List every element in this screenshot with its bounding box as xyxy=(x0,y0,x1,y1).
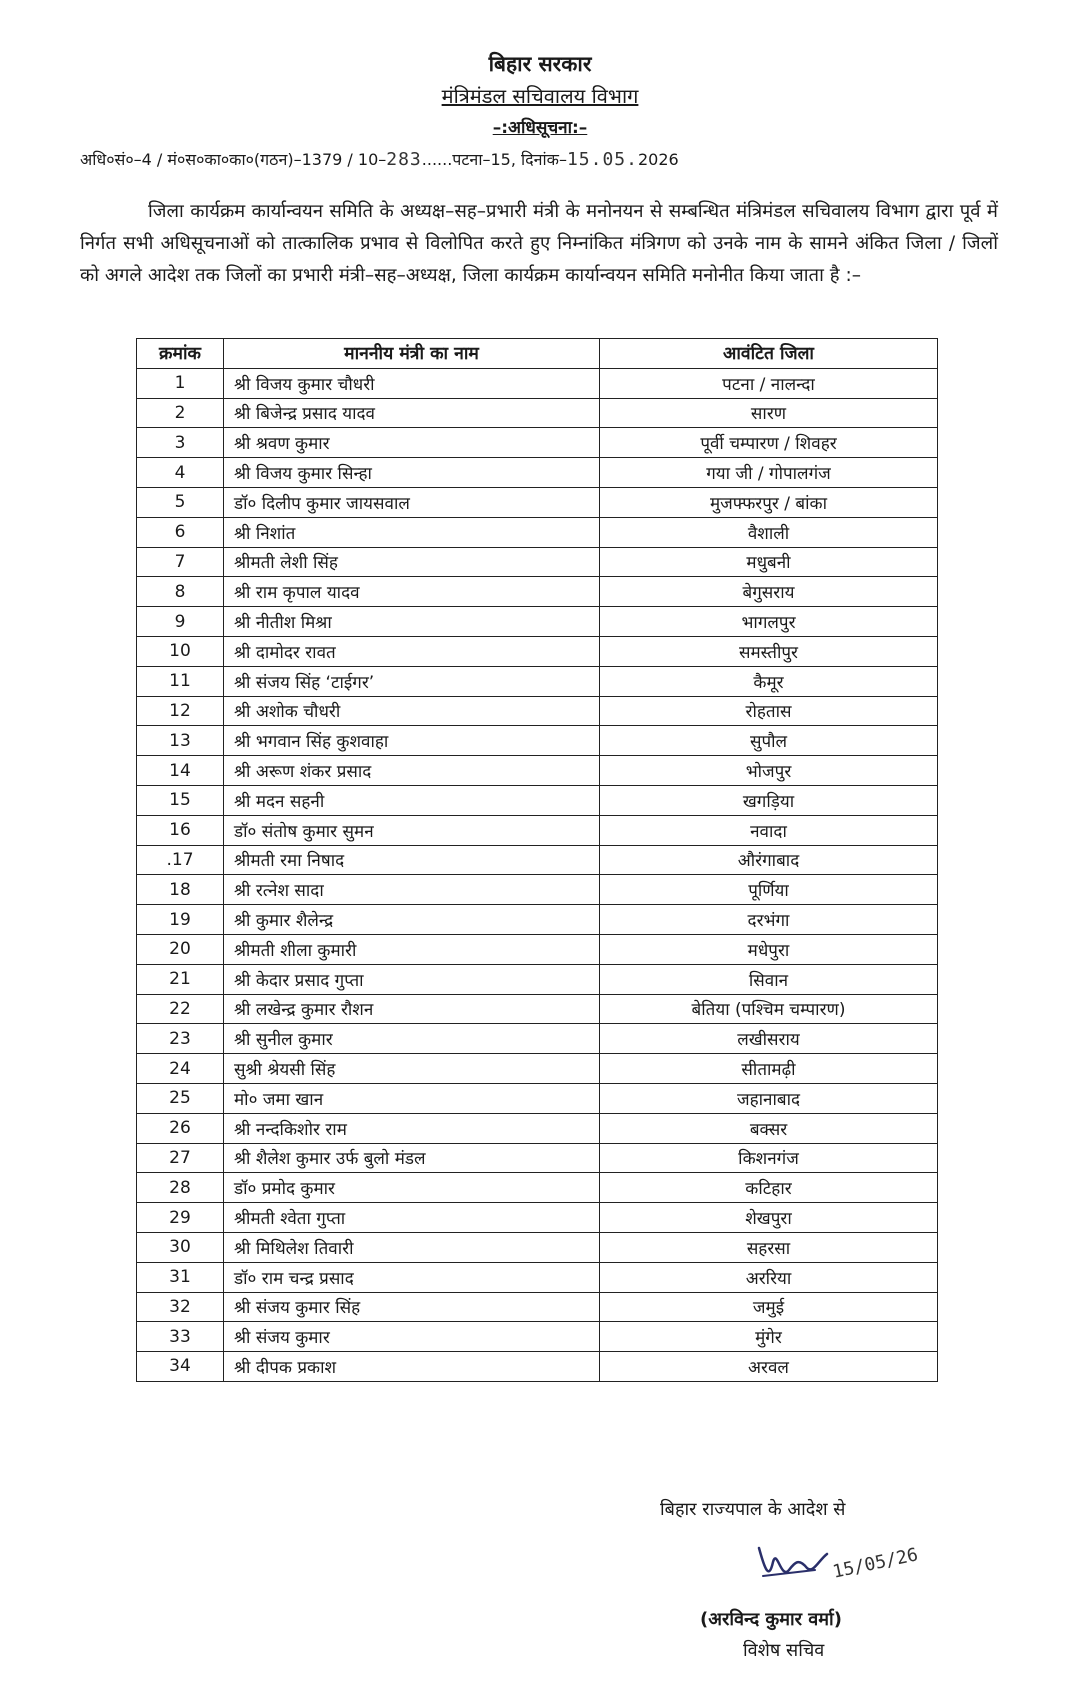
row-serial: 32 xyxy=(137,1292,224,1322)
row-minister-name: श्री अरूण शंकर प्रसाद xyxy=(224,756,600,786)
row-serial: 15 xyxy=(137,785,224,815)
row-serial: 2 xyxy=(137,398,224,428)
row-minister-name: श्री दामोदर रावत xyxy=(224,636,600,666)
table-row xyxy=(137,1113,938,1143)
row-minister-name: श्रीमती श्वेता गुप्ता xyxy=(224,1203,600,1233)
table-row xyxy=(137,726,938,756)
row-district: मधेपुरा xyxy=(600,934,938,964)
table-row xyxy=(137,934,938,964)
row-district: सीतामढ़ी xyxy=(600,1054,938,1084)
row-minister-name: डॉ० संतोष कुमार सुमन xyxy=(224,815,600,845)
table-row xyxy=(137,964,938,994)
table-row xyxy=(137,1024,938,1054)
table-row xyxy=(137,905,938,935)
row-minister-name: श्रीमती रमा निषाद xyxy=(224,845,600,875)
row-minister-name: श्री कुमार शैलेन्द्र xyxy=(224,905,600,935)
reference-date: 15.05. xyxy=(566,149,638,170)
row-minister-name: श्री बिजेन्द्र प्रसाद यादव xyxy=(224,398,600,428)
row-minister-name: श्री श्रवण कुमार xyxy=(224,428,600,458)
row-serial: 28 xyxy=(137,1173,224,1203)
table-row xyxy=(137,785,938,815)
row-serial: 18 xyxy=(137,875,224,905)
row-serial: 3 xyxy=(137,428,224,458)
row-district: लखीसराय xyxy=(600,1024,938,1054)
reference-line xyxy=(80,148,679,170)
row-serial: 12 xyxy=(137,696,224,726)
table-row xyxy=(137,428,938,458)
row-district: मुजफ्फरपुर / बांका xyxy=(600,487,938,517)
row-minister-name: डॉ० दिलीप कुमार जायसवाल xyxy=(224,487,600,517)
row-serial: 8 xyxy=(137,577,224,607)
row-minister-name: श्री दीपक प्रकाश xyxy=(224,1352,600,1382)
row-minister-name: श्रीमती शीला कुमारी xyxy=(224,934,600,964)
department-heading xyxy=(0,82,1080,109)
table-row xyxy=(137,368,938,398)
row-serial: 21 xyxy=(137,964,224,994)
row-district: मुंगेर xyxy=(600,1322,938,1352)
row-district: अररिया xyxy=(600,1262,938,1292)
row-district: भोजपुर xyxy=(600,756,938,786)
table-row xyxy=(137,577,938,607)
notification-title xyxy=(0,115,1080,138)
row-district: अरवल xyxy=(600,1352,938,1382)
row-district: औरंगाबाद xyxy=(600,845,938,875)
notification-body: जिला कार्यक्रम कार्यान्वयन समिति के अध्यक्ष–सह–प्रभारी मंत्री के मनोनयन से सम्बन्धित मंत्रिमंडल सचिवालय विभाग द्वारा पूर्व में निर्गत सभी अधिसूचनाओं को तात्कालिक प्रभाव से विलोपित करते हुए निम्नांकित मंत्रिगण को उनके नाम के सामने अंकित जिला / जिलों को अगले आदेश तक जिलों का प्रभारी मंत्री–सह–अध्यक्ष, जिला कार्यक्रम कार्यान्वयन समिति मनोनीत किया जाता है :– xyxy=(80,201,998,286)
row-serial: 22 xyxy=(137,994,224,1024)
table-row xyxy=(137,1203,938,1233)
reference-number: 283 xyxy=(386,149,422,170)
row-district: गया जी / गोपालगंज xyxy=(600,458,938,488)
reference-place: पटना–15, दिनांक– xyxy=(452,150,567,169)
signature-scribble xyxy=(755,1540,835,1590)
row-district: भागलपुर xyxy=(600,607,938,637)
row-district: दरभंगा xyxy=(600,905,938,935)
row-minister-name: श्री संजय सिंह ‘टाईगर’ xyxy=(224,666,600,696)
row-minister-name: श्री निशांत xyxy=(224,517,600,547)
table-row xyxy=(137,1143,938,1173)
row-serial: 5 xyxy=(137,487,224,517)
table-row xyxy=(137,1054,938,1084)
table-row xyxy=(137,398,938,428)
row-minister-name: श्री भगवान सिंह कुशवाहा xyxy=(224,726,600,756)
row-minister-name: श्री नीतीश मिश्रा xyxy=(224,607,600,637)
row-district: बक्सर xyxy=(600,1113,938,1143)
row-minister-name: श्री मिथिलेश तिवारी xyxy=(224,1232,600,1262)
row-district: पूर्णिया xyxy=(600,875,938,905)
row-minister-name: श्री राम कृपाल यादव xyxy=(224,577,600,607)
row-serial: 4 xyxy=(137,458,224,488)
row-district: नवादा xyxy=(600,815,938,845)
row-district: सिवान xyxy=(600,964,938,994)
table-row xyxy=(137,1292,938,1322)
row-minister-name: श्री शैलेश कुमार उर्फ बुलो मंडल xyxy=(224,1143,600,1173)
row-serial: 27 xyxy=(137,1143,224,1173)
row-district: मधुबनी xyxy=(600,547,938,577)
table-row xyxy=(137,636,938,666)
row-serial: 26 xyxy=(137,1113,224,1143)
row-serial: 10 xyxy=(137,636,224,666)
table-row xyxy=(137,1232,938,1262)
table-row xyxy=(137,756,938,786)
table-row xyxy=(137,815,938,845)
row-minister-name: डॉ० राम चन्द्र प्रसाद xyxy=(224,1262,600,1292)
header-serial: क्रमांक xyxy=(137,339,224,369)
reference-prefix: अधि०सं०–4 / मं०स०का०का०(गठन)–1379 / 10– xyxy=(80,150,387,169)
row-district: समस्तीपुर xyxy=(600,636,938,666)
row-district: खगड़िया xyxy=(600,785,938,815)
row-minister-name: श्री मदन सहनी xyxy=(224,785,600,815)
minister-district-table xyxy=(136,338,938,1382)
row-district: पटना / नालन्दा xyxy=(600,368,938,398)
signatory-designation: विशेष सचिव xyxy=(743,1640,825,1661)
row-serial: 30 xyxy=(137,1232,224,1262)
row-district: शेखपुरा xyxy=(600,1203,938,1233)
table-row xyxy=(137,607,938,637)
table-row xyxy=(137,845,938,875)
table-row xyxy=(137,547,938,577)
header-minister-name: माननीय मंत्री का नाम xyxy=(224,339,600,369)
row-serial: 24 xyxy=(137,1054,224,1084)
row-minister-name: श्री विजय कुमार चौधरी xyxy=(224,368,600,398)
row-district: कैमूर xyxy=(600,666,938,696)
row-serial: 13 xyxy=(137,726,224,756)
row-district: वैशाली xyxy=(600,517,938,547)
government-heading: बिहार सरकार xyxy=(488,52,592,76)
row-district: जमुई xyxy=(600,1292,938,1322)
table-body xyxy=(137,368,938,1381)
row-serial: .17 xyxy=(137,845,224,875)
table-row xyxy=(137,487,938,517)
row-minister-name: सुश्री श्रेयसी सिंह xyxy=(224,1054,600,1084)
order-line: बिहार राज्यपाल के आदेश से xyxy=(660,1499,846,1520)
row-minister-name: डॉ० प्रमोद कुमार xyxy=(224,1173,600,1203)
table-row xyxy=(137,458,938,488)
row-district: रोहतास xyxy=(600,696,938,726)
notification-title-text: –:अधिसूचना:– xyxy=(492,118,588,138)
signature-date: 15/05/26 xyxy=(830,1544,920,1583)
row-minister-name: मो० जमा खान xyxy=(224,1083,600,1113)
row-serial: 16 xyxy=(137,815,224,845)
row-minister-name: श्रीमती लेशी सिंह xyxy=(224,547,600,577)
signatory-name: (अरविन्द कुमार वर्मा) xyxy=(700,1609,842,1630)
table-row xyxy=(137,1262,938,1292)
department-name: मंत्रिमंडल सचिवालय विभाग xyxy=(441,84,639,108)
row-serial: 11 xyxy=(137,666,224,696)
row-serial: 19 xyxy=(137,905,224,935)
row-minister-name: श्री लखेन्द्र कुमार रौशन xyxy=(224,994,600,1024)
row-minister-name: श्री सुनील कुमार xyxy=(224,1024,600,1054)
table-row xyxy=(137,517,938,547)
row-minister-name: श्री केदार प्रसाद गुप्ता xyxy=(224,964,600,994)
row-serial: 14 xyxy=(137,756,224,786)
row-district: बेगुसराय xyxy=(600,577,938,607)
reference-dots: ...... xyxy=(421,150,453,169)
row-district: सुपौल xyxy=(600,726,938,756)
table-row xyxy=(137,875,938,905)
row-minister-name: श्री संजय कुमार xyxy=(224,1322,600,1352)
row-district: किशनगंज xyxy=(600,1143,938,1173)
header-district: आवंटित जिला xyxy=(600,339,938,369)
table-row xyxy=(137,1352,938,1382)
row-serial: 9 xyxy=(137,607,224,637)
row-serial: 31 xyxy=(137,1262,224,1292)
table-row xyxy=(137,696,938,726)
row-district: बेतिया (पश्चिम चम्पारण) xyxy=(600,994,938,1024)
row-serial: 7 xyxy=(137,547,224,577)
row-minister-name: श्री अशोक चौधरी xyxy=(224,696,600,726)
table-row xyxy=(137,1083,938,1113)
table-row xyxy=(137,994,938,1024)
row-serial: 20 xyxy=(137,934,224,964)
row-serial: 33 xyxy=(137,1322,224,1352)
row-district: कटिहार xyxy=(600,1173,938,1203)
row-district: जहानाबाद xyxy=(600,1083,938,1113)
row-minister-name: श्री रत्नेश सादा xyxy=(224,875,600,905)
row-minister-name: श्री नन्दकिशोर राम xyxy=(224,1113,600,1143)
table-row xyxy=(137,1173,938,1203)
row-district: सहरसा xyxy=(600,1232,938,1262)
reference-year: 2026 xyxy=(637,150,679,169)
row-district: सारण xyxy=(600,398,938,428)
row-minister-name: श्री विजय कुमार सिन्हा xyxy=(224,458,600,488)
row-serial: 29 xyxy=(137,1203,224,1233)
row-serial: 6 xyxy=(137,517,224,547)
row-district: पूर्वी चम्पारण / शिवहर xyxy=(600,428,938,458)
row-serial: 34 xyxy=(137,1352,224,1382)
table-header-row xyxy=(137,339,938,369)
row-serial: 23 xyxy=(137,1024,224,1054)
row-serial: 25 xyxy=(137,1083,224,1113)
row-serial: 1 xyxy=(137,368,224,398)
table-row xyxy=(137,666,938,696)
table-row xyxy=(137,1322,938,1352)
row-minister-name: श्री संजय कुमार सिंह xyxy=(224,1292,600,1322)
